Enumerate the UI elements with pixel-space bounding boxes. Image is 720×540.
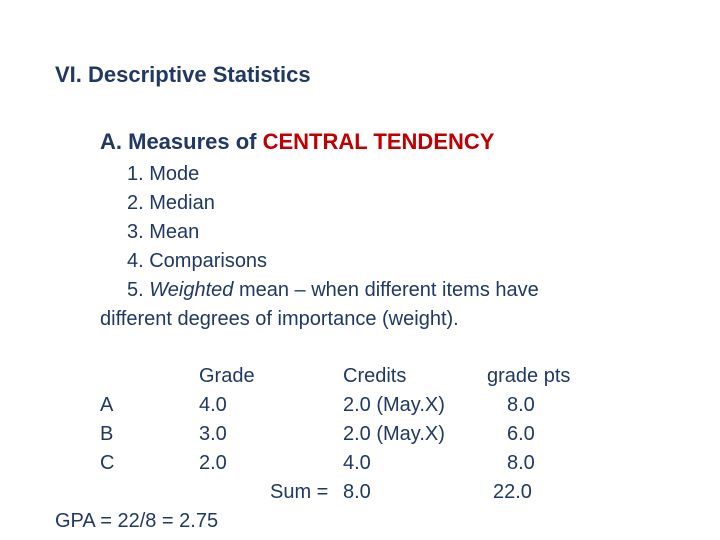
header-credits: Credits [343, 365, 407, 387]
list-item-mean: 3. Mean [127, 221, 200, 243]
list-item-weighted-mean [127, 280, 539, 300]
sum-label: Sum = [270, 481, 329, 503]
section-heading-prefix: A. Measures of [100, 129, 263, 154]
row-c-pts: 8.0 [507, 452, 535, 474]
row-c-credits: 4.0 [343, 452, 371, 474]
row-a-credits: 2.0 (May.X) [343, 394, 445, 416]
list-item-comparisons: 4. Comparisons [127, 250, 268, 272]
gpa-result: GPA = 22/8 = 2.75 [55, 510, 219, 532]
row-c-grade: 2.0 [199, 452, 227, 474]
slide-title: VI. Descriptive Statistics [55, 62, 311, 87]
weighted-mean-continuation: different degrees of importance (weight). [100, 308, 459, 330]
row-b-pts: 6.0 [507, 423, 535, 445]
weighted-prefix: 5. [127, 279, 150, 301]
header-grade-pts: grade pts [487, 365, 571, 387]
sum-credits: 8.0 [343, 481, 371, 503]
row-c-letter: C [100, 452, 115, 474]
weighted-rest: mean – when different items have [233, 279, 539, 301]
list-item-mode: 1. Mode [127, 163, 200, 185]
row-b-letter: B [100, 423, 114, 445]
row-a-pts: 8.0 [507, 394, 535, 416]
header-grade: Grade [199, 365, 255, 387]
sum-pts: 22.0 [493, 481, 532, 503]
weighted-emphasis: Weighted [149, 279, 234, 301]
list-item-median: 2. Median [127, 192, 215, 214]
row-a-letter: A [100, 394, 114, 416]
section-heading-highlight: CENTRAL TENDENCY [262, 129, 495, 154]
section-heading [100, 131, 494, 153]
row-b-credits: 2.0 (May.X) [343, 423, 445, 445]
row-b-grade: 3.0 [199, 423, 227, 445]
row-a-grade: 4.0 [199, 394, 227, 416]
